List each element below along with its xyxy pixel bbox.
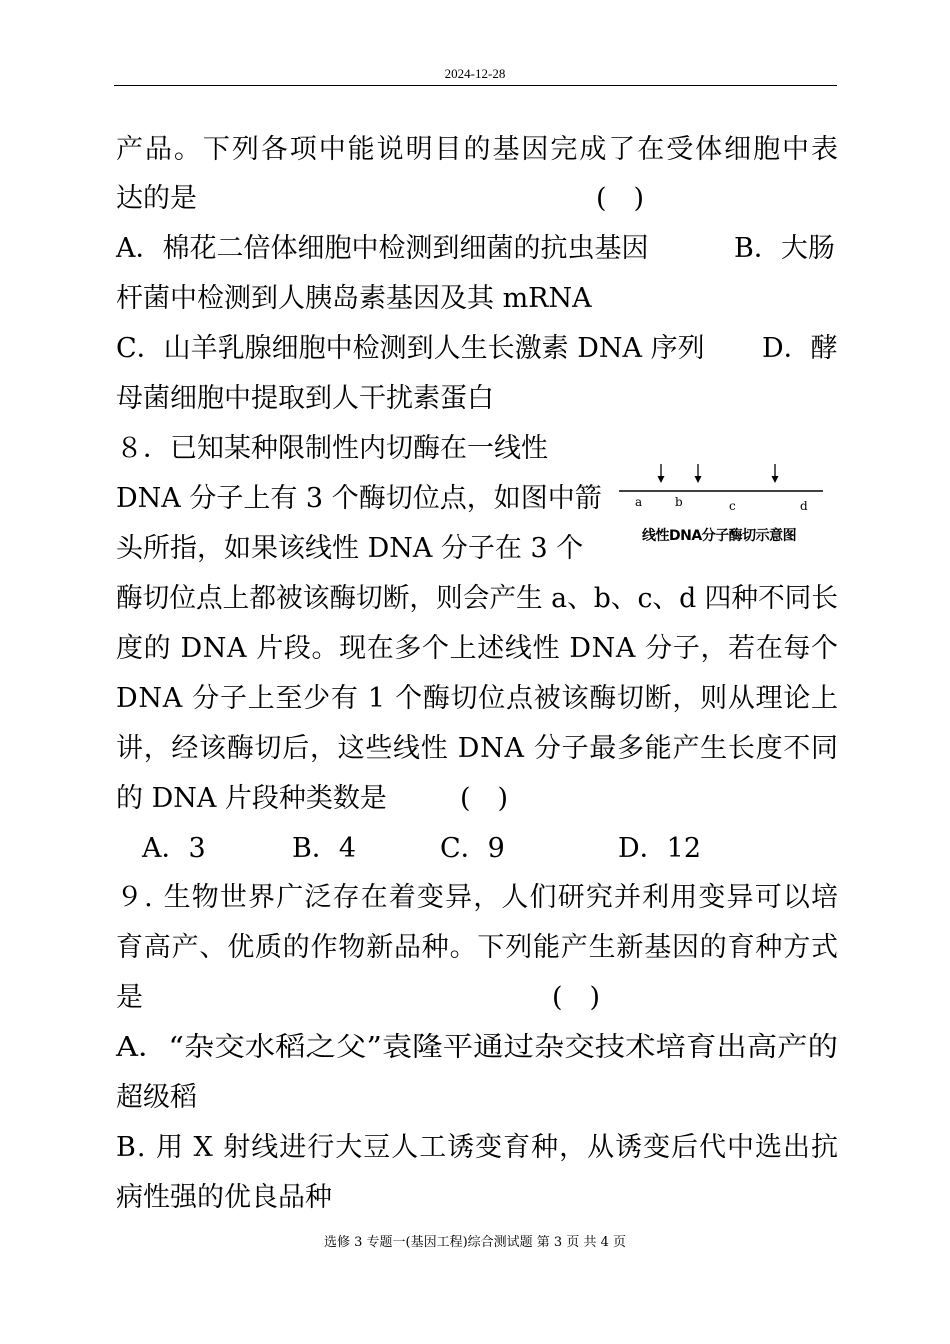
line-text: 讲，经该酶切后，这些线性 DNA 分子最多能产生长度不同 — [116, 733, 839, 764]
text-line — [116, 1128, 838, 1168]
text-line — [116, 529, 606, 569]
figure-caption: 线性DNA分子酶切示意图 — [642, 528, 797, 544]
text-line — [116, 878, 838, 918]
option-a: A．“杂交水稻之父”袁隆平通过杂交技术培育出高产的 — [116, 1032, 838, 1063]
option-b: B．大肠 — [734, 233, 835, 264]
text-line — [116, 1078, 838, 1118]
text-line — [116, 729, 838, 769]
line-text: DNA 分子上有 3 个酶切位点，如图中箭 — [116, 483, 602, 514]
text-line — [116, 679, 838, 719]
text-line — [116, 130, 838, 170]
option-b: B. 用 X 射线进行大豆人工诱变育种，从诱变后代中选出抗 — [116, 1132, 839, 1163]
text-line — [116, 179, 838, 219]
segment-label-a: a — [635, 495, 643, 509]
option-d: D．酵 — [762, 333, 838, 364]
text-line — [116, 229, 838, 269]
text-line — [116, 779, 838, 819]
q8-option-d: D．12 — [618, 833, 702, 864]
text-line — [116, 329, 838, 369]
line-text: 病性强的优良品种 — [116, 1182, 332, 1213]
option-a: A．棉花二倍体细胞中检测到细菌的抗虫基因 — [116, 233, 649, 264]
line-text: 的 DNA 片段种类数是 — [116, 783, 387, 814]
text-line — [116, 379, 838, 419]
arrow-down-icon — [658, 464, 665, 483]
question-9-start: ９. 生物世界广泛存在着变异，人们研究并利用变异可以培 — [116, 882, 840, 913]
line-text: 产品。下列各项中能说明目的基因完成了在受体细胞中表 — [116, 134, 840, 165]
question-8-start: ８．已知某种限制性内切酶在一线性 — [116, 433, 548, 464]
text-line — [116, 429, 606, 469]
text-line — [116, 1028, 838, 1068]
dna-diagram-svg — [615, 458, 827, 518]
segment-label-b: b — [675, 495, 683, 509]
text-line — [116, 928, 838, 968]
text-line — [116, 629, 838, 669]
page-footer: 选修 3 专题一(基因工程)综合测试题 第 3 页 共 4 页 — [323, 1235, 626, 1250]
q8-option-c: C．9 — [440, 833, 505, 864]
option-c: C．山羊乳腺细胞中检测到人生长激素 DNA 序列 — [116, 333, 705, 364]
text-line — [116, 279, 838, 319]
line-text: 头所指，如果该线性 DNA 分子在 3 个 — [116, 533, 584, 564]
line-text: DNA 分子上至少有 1 个酶切位点被该酶切断，则从理论上 — [116, 683, 839, 714]
answer-paren: ( ) — [552, 982, 601, 1013]
answer-paren: ( ) — [460, 783, 509, 814]
answer-paren: ( ) — [596, 183, 645, 214]
segment-label-c: c — [729, 499, 736, 513]
line-text: 达的是 — [116, 183, 197, 214]
q8-option-a: A．3 — [142, 833, 206, 864]
dna-cut-diagram — [615, 458, 827, 554]
line-text: 育高产、优质的作物新品种。下列能产生新基因的育种方式 — [116, 932, 839, 963]
text-line — [116, 1178, 838, 1218]
header-date: 2024-12-28 — [444, 66, 506, 81]
line-text: 酶切位点上都被该酶切断，则会产生 a、b、c、d 四种不同长 — [116, 583, 838, 614]
text-line — [116, 978, 838, 1018]
line-text: 是 — [116, 982, 143, 1013]
line-text: 超级稻 — [116, 1082, 197, 1113]
text-line — [116, 479, 606, 519]
arrow-down-icon — [695, 464, 702, 483]
line-text: 母菌细胞中提取到人干扰素蛋白 — [116, 383, 494, 414]
arrow-down-icon — [772, 464, 779, 483]
q8-options-row — [116, 829, 838, 869]
text-line — [116, 579, 838, 619]
line-text: 杆菌中检测到人胰岛素基因及其 mRNA — [116, 283, 592, 314]
line-text: 度的 DNA 片段。现在多个上述线性 DNA 分子，若在每个 — [116, 633, 839, 664]
q8-option-b: B．4 — [292, 833, 357, 864]
segment-label-d: d — [800, 499, 808, 513]
header-rule — [114, 85, 837, 86]
